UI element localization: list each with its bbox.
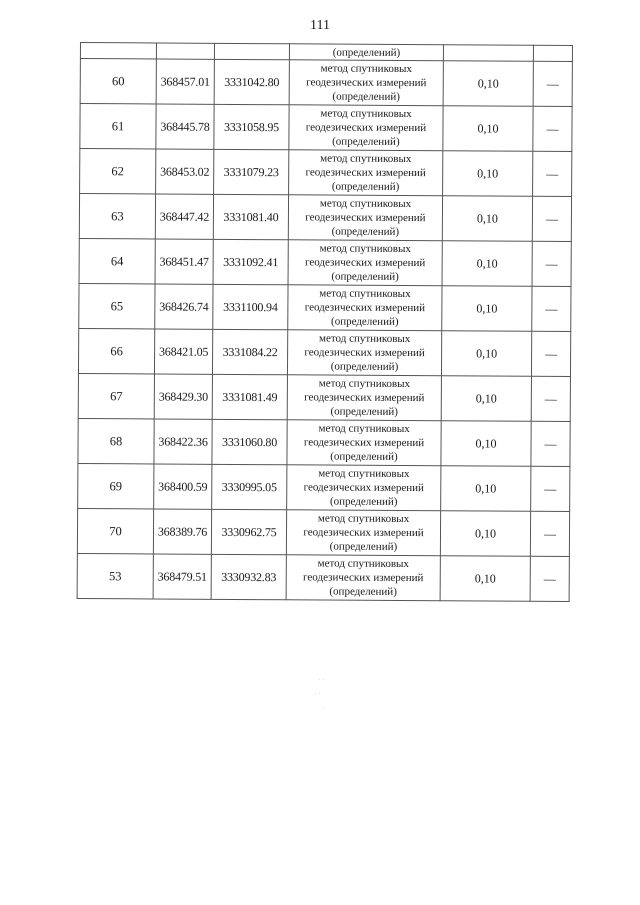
table-row xyxy=(79,283,571,331)
method-line: метод спутниковых xyxy=(317,512,410,526)
cell-method xyxy=(287,330,441,376)
method-line: геодезических измерений xyxy=(303,571,424,585)
cell-x: 368426.74 xyxy=(155,284,213,329)
cell-x: 368445.78 xyxy=(156,104,214,149)
method-line: (определений) xyxy=(330,405,399,418)
cell-x: 368400.59 xyxy=(154,464,212,509)
cell-x: 368421.05 xyxy=(154,329,212,374)
cell-method xyxy=(289,105,443,151)
cell-method xyxy=(288,285,442,331)
cell-description xyxy=(533,61,572,106)
table-row xyxy=(80,59,572,107)
method-line: метод спутниковых xyxy=(320,107,412,121)
cell-x: 368389.76 xyxy=(153,509,211,554)
cell-y: 3331084.22 xyxy=(212,329,287,374)
cell-method xyxy=(288,195,442,241)
table-row xyxy=(77,553,569,601)
cell-error: 0,10 xyxy=(443,151,533,197)
cell-description xyxy=(530,511,569,556)
dash-mark: — xyxy=(545,301,558,316)
table-row xyxy=(78,463,570,511)
cell-method xyxy=(286,510,440,556)
dash-mark: — xyxy=(544,391,557,406)
cell-x: 368479.51 xyxy=(153,554,211,599)
cell-description xyxy=(532,196,571,241)
dash-mark: — xyxy=(543,526,557,541)
page-number: 111 xyxy=(310,18,330,33)
method-line: геодезических измерений xyxy=(306,76,427,90)
cell-method xyxy=(287,420,441,466)
method-line: (определений) xyxy=(330,360,399,373)
cell-description xyxy=(533,151,572,196)
cell-num: 60 xyxy=(80,59,156,104)
cell-error xyxy=(443,45,533,62)
table-row xyxy=(78,328,570,376)
cell-y: 3331042.80 xyxy=(214,59,289,104)
cell-x: 368451.47 xyxy=(155,239,213,284)
cell-description xyxy=(531,466,570,511)
cell-y xyxy=(214,43,289,59)
cell-x: 368457.01 xyxy=(156,59,214,104)
method-line: (определений) xyxy=(329,585,397,598)
method-line: геодезических измерений xyxy=(305,166,426,180)
cell-num xyxy=(80,43,156,59)
cell-y: 3331081.49 xyxy=(212,374,287,419)
method-line: геодезических измерений xyxy=(303,436,425,450)
cell-error: 0,10 xyxy=(440,556,530,602)
method-line: (определений) xyxy=(329,495,398,508)
cell-method xyxy=(287,375,441,421)
cell-method xyxy=(287,465,441,511)
method-line: (определений) xyxy=(331,180,400,193)
cell-num: 53 xyxy=(77,553,153,598)
method-line: геодезических измерений xyxy=(305,211,426,225)
method-line: метод спутниковых xyxy=(318,467,410,481)
scan-speck: · · xyxy=(314,690,321,698)
cell-x: 368422.36 xyxy=(154,419,212,464)
cell-method: (определений) xyxy=(289,44,443,61)
cell-error: 0,10 xyxy=(441,421,531,467)
table-row xyxy=(80,104,572,152)
cell-y: 3331081.40 xyxy=(213,194,288,239)
cell-y: 3330962.75 xyxy=(211,509,286,554)
method-line: метод спутниковых xyxy=(318,377,411,391)
cell-description xyxy=(533,45,572,61)
scan-speck: · · xyxy=(318,676,325,684)
cell-y: 3331058.95 xyxy=(214,104,289,149)
table-row xyxy=(79,194,571,242)
cell-x: 368429.30 xyxy=(154,374,212,419)
cell-method xyxy=(288,240,442,286)
method-line: геодезических измерений xyxy=(304,391,425,405)
cell-y: 3330932.83 xyxy=(211,554,286,599)
dash-mark: — xyxy=(545,346,558,361)
cell-x: 368447.42 xyxy=(155,194,213,239)
cell-num: 61 xyxy=(80,104,156,149)
cell-method xyxy=(289,150,443,196)
dash-mark: — xyxy=(544,436,557,451)
table-row xyxy=(79,238,571,286)
cell-description xyxy=(531,376,570,421)
cell-num: 67 xyxy=(78,373,154,418)
method-line: метод спутниковых xyxy=(319,332,411,346)
cell-error: 0,10 xyxy=(441,466,531,512)
method-line: геодезических измерений xyxy=(305,121,427,135)
cell-num: 68 xyxy=(78,418,154,463)
cell-num: 62 xyxy=(80,149,156,194)
dash-mark: — xyxy=(545,256,558,271)
cell-num: 70 xyxy=(77,508,153,553)
cell-error: 0,10 xyxy=(441,376,531,422)
method-line: геодезических измерений xyxy=(303,481,424,495)
cell-y: 3330995.05 xyxy=(212,464,287,509)
cell-x xyxy=(156,43,214,59)
cell-num: 63 xyxy=(79,194,155,239)
cell-x: 368453.02 xyxy=(156,149,214,194)
cell-description xyxy=(532,241,571,286)
cell-num: 64 xyxy=(79,238,155,283)
dash-mark: — xyxy=(544,481,557,496)
method-line: (определений) xyxy=(331,315,399,328)
table-row xyxy=(80,149,572,197)
dash-mark: — xyxy=(546,166,559,181)
dash-mark: — xyxy=(546,121,559,136)
method-line: (определений) xyxy=(329,540,398,553)
method-line: геодезических измерений xyxy=(304,301,426,315)
method-line: (определений) xyxy=(330,450,398,463)
cell-method xyxy=(289,60,443,106)
method-line: (определений) xyxy=(331,270,399,283)
cell-y: 3331092.41 xyxy=(213,239,288,284)
method-line: метод спутниковых xyxy=(317,557,409,571)
method-line: метод спутниковых xyxy=(320,152,412,166)
cell-error: 0,10 xyxy=(442,286,532,332)
cell-error: 0,10 xyxy=(440,511,530,557)
method-line: (определений) xyxy=(332,135,400,148)
cell-error: 0,10 xyxy=(441,331,531,377)
dash-mark: — xyxy=(545,211,558,226)
cell-description xyxy=(531,331,570,376)
cell-error: 0,10 xyxy=(442,241,532,287)
cell-error: 0,10 xyxy=(443,61,533,107)
dash-mark: — xyxy=(546,76,559,91)
table-row xyxy=(77,508,569,556)
cell-num: 69 xyxy=(78,463,154,508)
method-line: метод спутниковых xyxy=(318,422,410,436)
method-line: геодезических измерений xyxy=(304,256,426,270)
method-line: метод спутниковых xyxy=(320,62,413,76)
cell-y: 3331079.23 xyxy=(214,149,289,194)
method-line: геодезических измерений xyxy=(304,346,425,360)
cell-description xyxy=(532,286,571,331)
cell-method xyxy=(286,555,440,601)
method-line: геодезических измерений xyxy=(303,526,424,540)
method-line: метод спутниковых xyxy=(319,197,412,211)
cell-num: 65 xyxy=(79,283,155,328)
method-line: метод спутниковых xyxy=(319,287,411,301)
method-line: (определений) xyxy=(332,90,400,103)
cell-error: 0,10 xyxy=(442,196,532,242)
cell-description xyxy=(530,556,569,601)
cell-num: 66 xyxy=(78,328,154,373)
cell-y: 3331060.80 xyxy=(212,419,287,464)
method-line: (определений) xyxy=(331,225,400,238)
cell-description xyxy=(531,421,570,466)
table-row xyxy=(78,418,570,466)
method-line: метод спутниковых xyxy=(319,242,411,256)
cell-y: 3331100.94 xyxy=(213,284,288,329)
dash-mark: — xyxy=(543,571,556,586)
coordinates-table xyxy=(77,42,573,602)
table-row xyxy=(78,373,570,421)
cell-description xyxy=(533,106,572,151)
scan-speck: · xyxy=(322,704,325,712)
cell-error: 0,10 xyxy=(443,106,533,152)
